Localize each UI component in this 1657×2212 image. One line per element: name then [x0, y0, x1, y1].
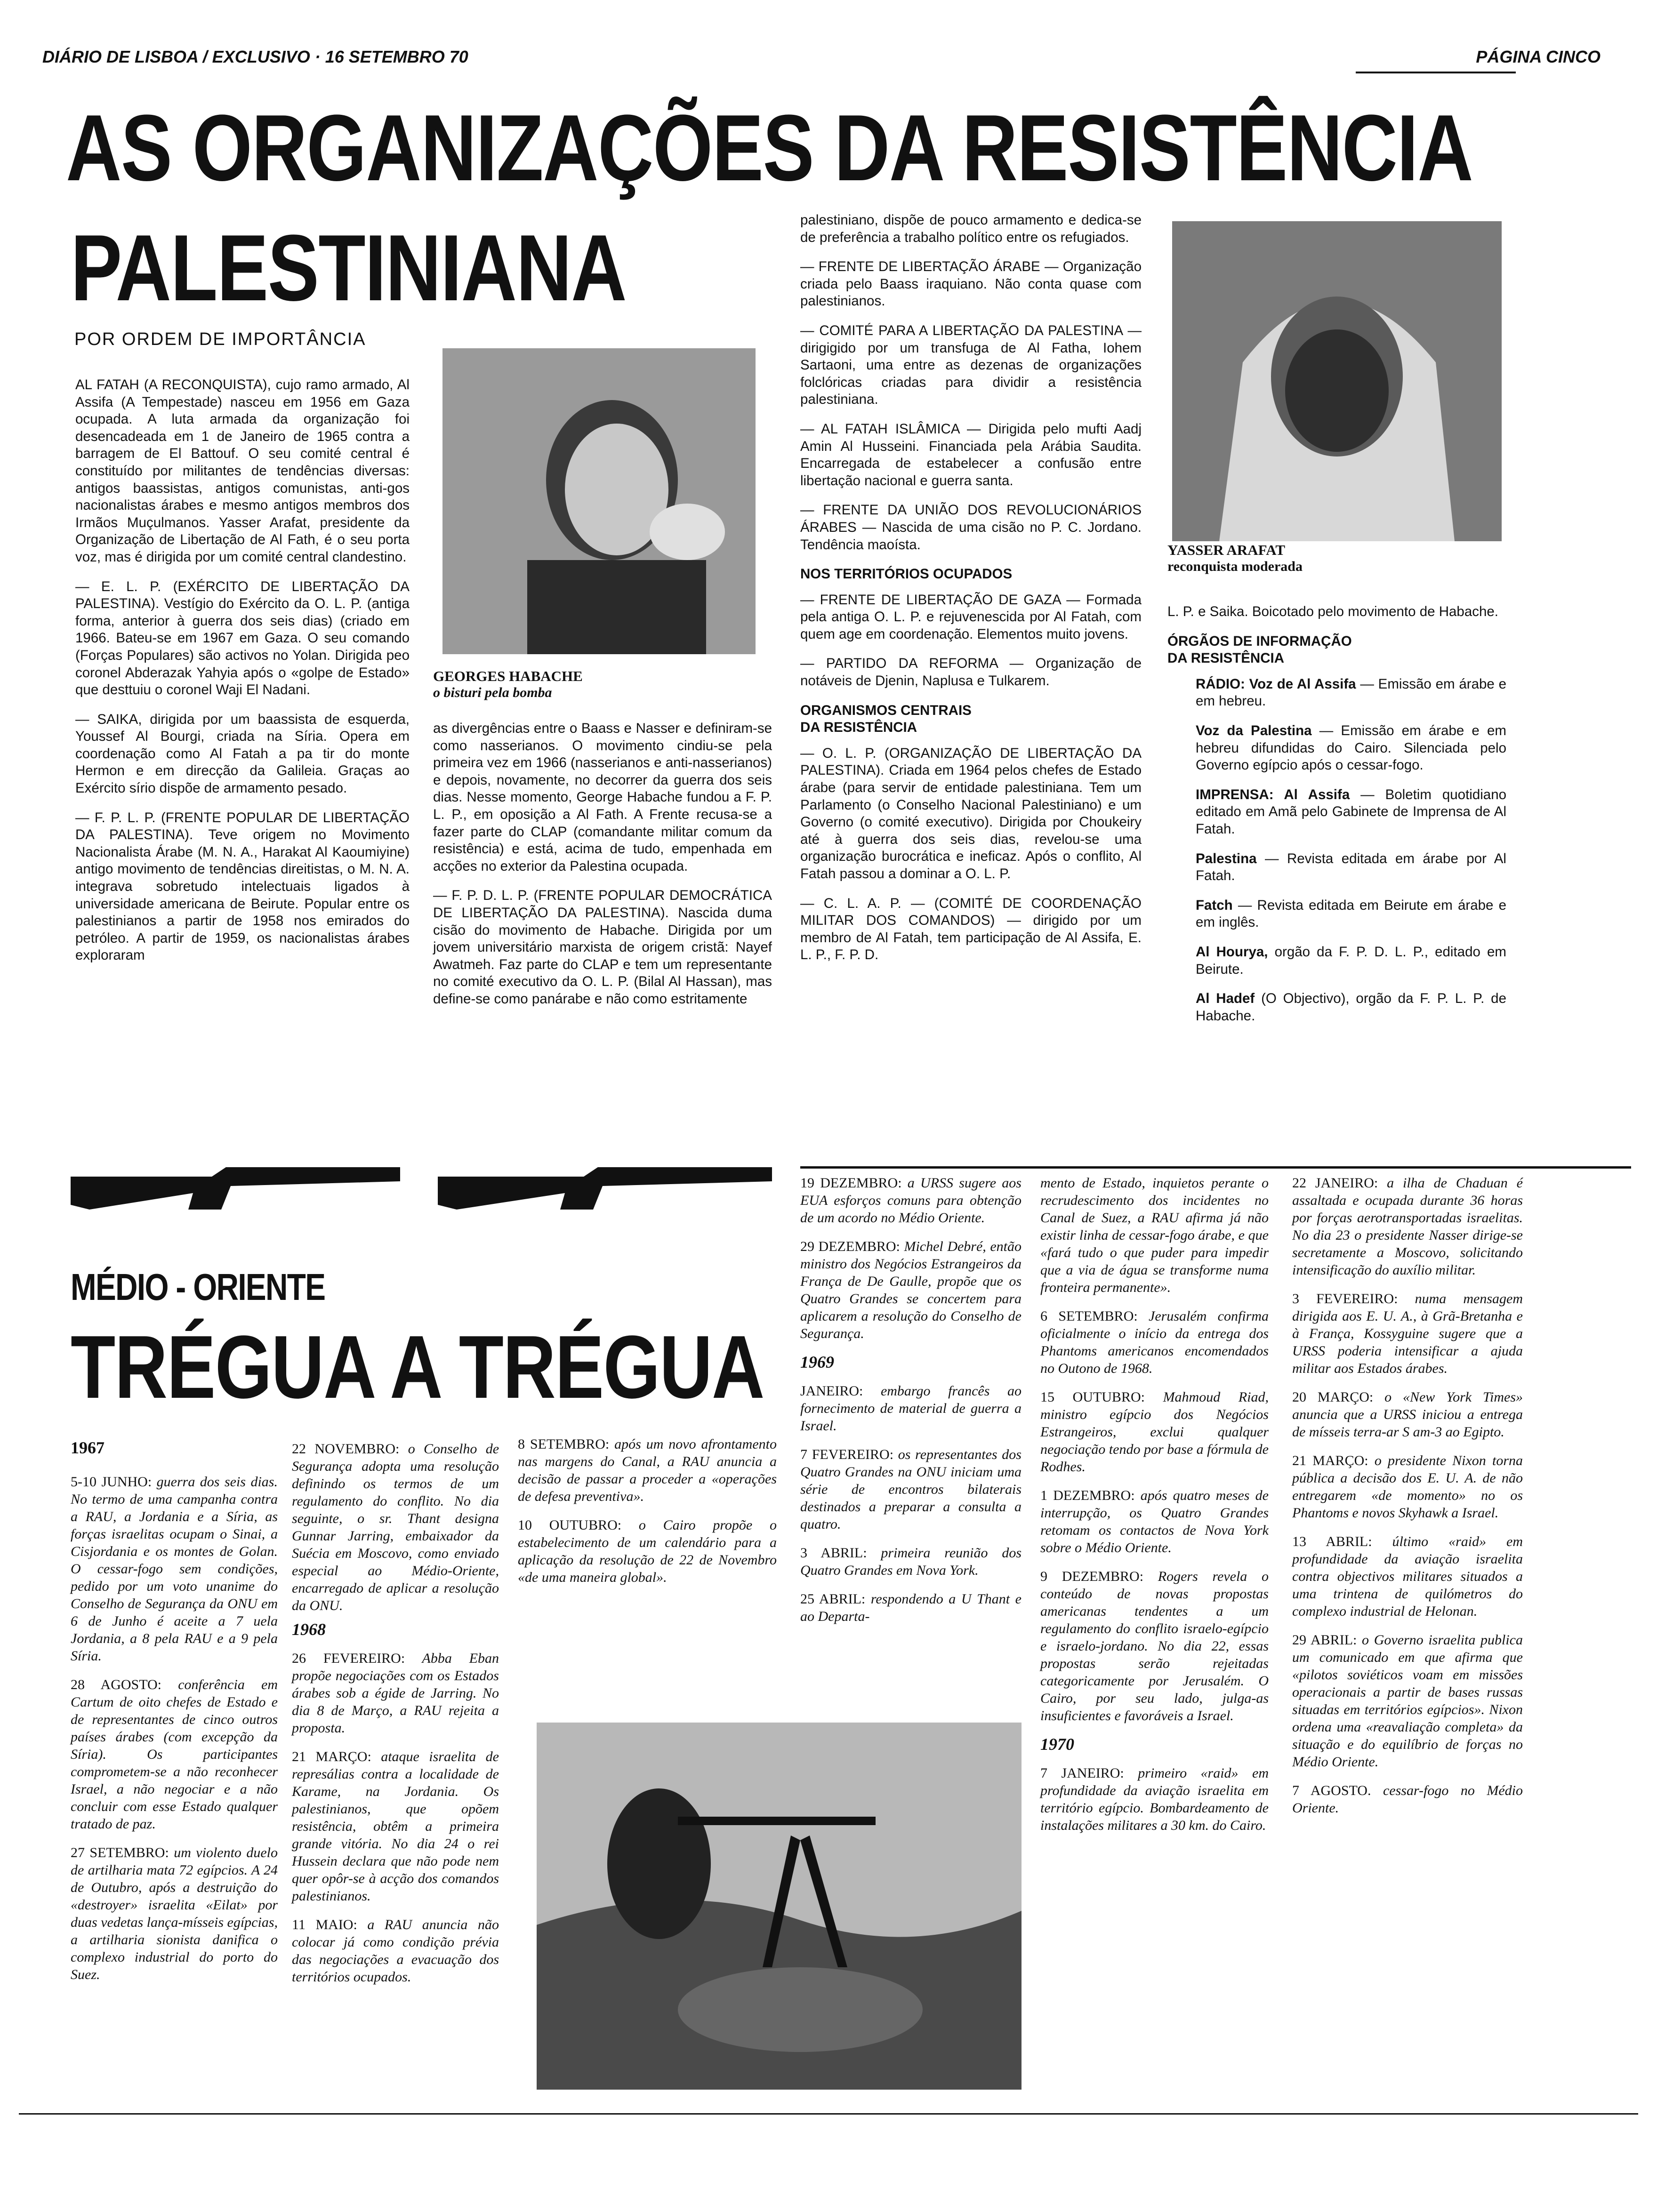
entry: [1196, 676, 1506, 710]
entry-text: após um novo afrontamento nas margens do Canal, a RAU anuncia a decisão de passar a proceder a «operações de defesa preventiva».: [518, 1436, 777, 1504]
year-1970: 1970: [1040, 1735, 1074, 1754]
entry-label: 29 DEZEMBRO:: [800, 1239, 900, 1254]
entry-label: 11 MAIO:: [292, 1917, 357, 1932]
paragraph: — E. L. P. (EXÉRCITO DE LIBERTAÇÃO DA PALESTINA). Vestígio do Exército da O. L. P. (antiga forma, anterior à guerra dos seis dias) (criado em 1966. Bateu-se em 1967 em Gaza. O seu comando (Forças Populares) são activos no Yolan. Dirigida peo coronel Abderazak Yahyia após o «golpe de Estado» que desttuiu o coronel Waji El Nadani.: [75, 578, 410, 698]
entry: [71, 1844, 278, 1983]
entry: [71, 1676, 278, 1833]
entry: [292, 1650, 499, 1737]
entry: [1040, 1174, 1269, 1296]
entry-label: 29 ABRIL:: [1292, 1632, 1357, 1648]
article-column-1: [75, 377, 410, 977]
entry-label: 10 OUTUBRO:: [518, 1517, 622, 1533]
entry-label: JANEIRO:: [800, 1383, 863, 1399]
entry: [518, 1435, 777, 1505]
entry-text: ataque israelita de represálias contra a localidade de Karame, na Jordania. Os palestinianos, que opõem resistência, obtêm a primeira grande vitória. No dia 24 o rei Hussein declara que não pode nem quer opôr-se à acção dos comandos palestinianos.: [292, 1749, 499, 1904]
section-organismos-centrais: ORGANISMOS CENTRAIS DA RESISTÊNCIA: [800, 702, 972, 736]
entry-label: Al Hadef: [1196, 991, 1255, 1007]
paragraph: as divergências entre o Baass e Nasser e definiram-se como nasserianos. O movimento cindiu-se pela primeira vez em 1966 (nasserianos e anti-nasserianos) e depois, novamente, no decorrer da guerra dos seis dias. Nesse momento, George Habache fundou a F. P. L. P., em oposição a Al Fath. A Frente recusa-se a fazer parte do CLAP (comandante militar comum da resistência) e está, acima de tudo, empenhada em acções no exterior da Palestina ocupada.: [433, 721, 772, 874]
caption-arafat-sub: reconquista moderada: [1167, 559, 1303, 574]
entry: [1196, 944, 1506, 978]
entry-text: numa mensagem dirigida aos E. U. A., à Grã-Bretanha e à França, Kossyguine sugere que a URSS poderia intensificar a ajuda militar aos Estados árabes.: [1292, 1291, 1523, 1376]
entry-text: conferência em Cartum de oito chefes de Estado e de representantes de cinco outros países árabes (com excepção da Síria). Os participantes comprometem-se a não reconhecer Israel, a não negociar e a não concluir com esse Estado qualquer tratado de paz.: [71, 1677, 278, 1832]
paragraph: — SAIKA, dirigida por um baassista de esquerda, Youssef Al Bourgi, criada na Síria. Opera em coordenação como Al Fatah a pa tir do monte Hermon e em direcção da Galileia. Graças ao Exército sírio dispõe de armamento pesado.: [75, 711, 410, 796]
entry: [292, 1916, 499, 1986]
caption-habache-name: GEORGES HABACHE: [433, 668, 583, 684]
article-column-2: [433, 720, 772, 1020]
entry-text: os representantes dos Quatro Grandes na ONU iniciam uma série de encontros bilaterais destinados a preparar a consulta a quatro.: [800, 1447, 1022, 1532]
entry: [800, 1446, 1022, 1533]
entry-text: o Cairo propõe o estabelecimento de um calendário para a aplicação da resolução de 22 de Novembro «de uma maneira global».: [518, 1517, 777, 1585]
paragraph: — O. L. P. (ORGANIZAÇÃO DE LIBERTAÇÃO DA PALESTINA). Criada em 1964 pelos chefes de Estado árabe (para servir de entidade palestiniana. Tem um Parlamento (o Conselho Nacional Palestiniano) e um Governo (o comité executivo). Dirigida por Choukeiry até à guerra dos seis dias, revelou-se uma organização burocrática e ineficaz. Após o conflito, Al Fatah passou a dominar a O. L. P.: [800, 745, 1142, 882]
paragraph: — FRENTE DE LIBERTAÇÃO ÁRABE — Organização criada pelo Baass iraquiano. Não conta quase com palestinianos.: [800, 259, 1142, 309]
photo-soldier-machine-gun: [537, 1723, 1022, 2090]
entry-label: RÁDIO: Voz de Al Assifa: [1196, 676, 1356, 692]
entry: [1292, 1388, 1523, 1441]
entry-text: primeira reunião dos Quatro Grandes em Nova York.: [800, 1545, 1022, 1578]
article-column-3: [800, 212, 1142, 976]
entry-text: o presidente Nixon torna pública a decisão dos E. U. A. de não entregarem «de momento» no os Phantoms e novos Skyhawk a Israel.: [1292, 1453, 1523, 1521]
entry-text: Michel Debré, então ministro dos Negócios Estrangeiros da França de De Gaulle, propõe que os Quatro Grandes se concertem para aplicarem a resolução do Conselho de Segurança.: [800, 1239, 1022, 1341]
entry-label: 25 ABRIL:: [800, 1591, 866, 1607]
entry-label: 3 FEVEREIRO:: [1292, 1291, 1398, 1306]
paragraph: — C. L. A. P. — (COMITÉ DE COORDENAÇÃO MILITAR DOS COMANDOS) — dirigido por um membro de Al Fatah, tem participação de Al Assifa, E. L. P., F. P. D.: [800, 895, 1142, 963]
entry: [1196, 990, 1506, 1025]
entry-text: a ilha de Chaduan é assaltada e ocupada durante 36 horas por forças aerotransportadas israelitas. No dia 23 o presidente Nasser dirige-se secretamente a Moscovo, solicitando intensificação do auxílio militar.: [1292, 1175, 1523, 1278]
entry-text: Rogers revela o conteúdo de novas propostas americanas tendentes a um regulamento do conflito israelo-egípcio e israelo-jordano. No dia 22, essas propostas serão rejeitadas categoricamente por Jerusalém. O Cairo, por seu lado, julga-as insuficientes e favoráveis a Israel.: [1040, 1569, 1269, 1723]
entry-text: embargo francês ao fornecimento de material de guerra a Israel.: [800, 1383, 1022, 1434]
entry: [800, 1544, 1022, 1579]
entry: [1040, 1388, 1269, 1475]
bottom-rule: [19, 2113, 1638, 2115]
headline-tregua: TRÉGUA A TRÉGUA: [71, 1317, 764, 1417]
timeline-column-4: [800, 1174, 1022, 1636]
entry-label: 28 AGOSTO:: [71, 1677, 162, 1692]
entry: [1292, 1782, 1523, 1817]
entry: [1196, 786, 1506, 838]
entry: [1040, 1568, 1269, 1724]
entry: [800, 1590, 1022, 1625]
year-1969: 1969: [800, 1353, 834, 1371]
caption-arafat-name: YASSER ARAFAT: [1167, 542, 1286, 558]
year-1967: 1967: [71, 1438, 105, 1457]
timeline-column-5: [1040, 1174, 1269, 1845]
headline-line1: AS ORGANIZAÇÕES DA RESISTÊNCIA: [66, 96, 1473, 200]
entry: [1292, 1174, 1523, 1279]
page-number: PÁGINA CINCO: [1476, 47, 1601, 66]
caption-habache: [433, 668, 763, 701]
entry-text: — Emissão em árabe e em hebreu.: [1196, 676, 1507, 709]
entry: [1196, 850, 1506, 885]
paragraph: — F. P. D. L. P. (FRENTE POPULAR DEMOCRÁTICA DE LIBERTAÇÃO DA PALESTINA). Nascida duma cisão do movimento de Habache. Dirigida por um jovem universitário marxista de origem cristã: Nayef Awatmeh. Faz parte do CLAP e tem um representante no comité executivo da O. L. P. (Bilal Al Hassan), mas define-se como panárabe e não como estritamente: [433, 888, 772, 1007]
timeline-column-2: [292, 1440, 499, 1997]
entry-text: primeiro «raid» em profundidade da aviação israelita em território egípcio. Bombardeamento de instalações militares a 30 km. do Cairo.: [1040, 1765, 1269, 1833]
entry: [800, 1174, 1022, 1226]
entry-text: último «raid» em profundidade da aviação israelita contra objectivos militares situados a uma trintena de quilómetros do complexo industrial de Helonan.: [1292, 1534, 1523, 1619]
photo-georges-habache: [442, 348, 756, 654]
paragraph: L. P. e Saika. Boicotado pelo movimento de Habache.: [1167, 604, 1498, 619]
paragraph: — PARTIDO DA REFORMA — Organização de notáveis de Djenin, Naplusa e Tulkarem.: [800, 656, 1142, 689]
caption-habache-sub: o bisturi pela bomba: [433, 685, 552, 700]
entry: [1292, 1631, 1523, 1771]
masthead: DIÁRIO DE LISBOA / EXCLUSIVO · 16 SETEMBRO 70: [42, 47, 468, 66]
entry-label: 13 ABRIL:: [1292, 1534, 1372, 1549]
header-rule: [1356, 72, 1516, 73]
entry-label: 3 ABRIL:: [800, 1545, 867, 1561]
entry-text: — Revista editada em Beirute em árabe e em inglês.: [1196, 897, 1506, 930]
year-1968: 1968: [292, 1620, 326, 1639]
entry-label: 7 FEVEREIRO:: [800, 1447, 894, 1462]
entry-label: IMPRENSA: Al Assifa: [1196, 786, 1350, 802]
entry-text: Jerusalém confirma oficialmente o início da entrega dos Phantoms americanos encomendados no Outono de 1968.: [1040, 1308, 1269, 1376]
entry-text: mento de Estado, inquietos perante o recrudescimento dos incidentes no Canal de Suez, a RAU afirma já não existir linha de cessar-fogo árabe, e que «fará tudo o que puder para impedir que a via de água se transforme numa fronteira permanente».: [1040, 1175, 1269, 1295]
timeline-column-3: [518, 1435, 777, 1597]
entry-text: o Governo israelita publica um comunicado em que afirma que «pilotos soviéticos voam em missões operacionais a partir de bases russas situadas em territórios egípcios». Nixon ordena uma «reavaliação completa» da situação e do equilíbrio de forças no Médio Oriente.: [1292, 1632, 1523, 1770]
entry-text: após quatro meses de interrupção, os Quatro Grandes retomam os contactos de Nova York sobre o Médio Oriente.: [1040, 1488, 1269, 1555]
entry: [800, 1238, 1022, 1342]
entry-label: Al Hourya,: [1196, 944, 1268, 960]
entry-label: 8 SETEMBRO:: [518, 1436, 610, 1452]
section-divider: [800, 1166, 1631, 1169]
entry: [1040, 1307, 1269, 1377]
entry: [800, 1382, 1022, 1435]
entry-text: — Emissão em árabe e em hebreu difundidas do Cairo. Silenciada pelo Governo egípcio após o cessar-fogo.: [1196, 722, 1506, 773]
paragraph: — F. P. L. P. (FRENTE POPULAR DE LIBERTAÇÃO DA PALESTINA). Teve origem no Movimento Nacionalista Árabe (M. N. A., Harakat Al Kaoumiyine) antigo movimento de tendências direitistas, o M. N. A. integrava sobretudo intelectuais ligados à universidade americana de Beirute. Popular entre os palestinianos a partir de 1958 nos emirados do petróleo. A partir de 1959, os nacionalistas árabes exploraram: [75, 809, 410, 963]
entry-label: Palestina: [1196, 850, 1257, 866]
paragraph: — FRENTE DE LIBERTAÇÃO DE GAZA — Formada pela antiga O. L. P. e rejuvenescida por Al Fatah, com quem age em coordenação. Elementos muito jovens.: [800, 592, 1142, 642]
entry: [518, 1516, 777, 1586]
entry: [1196, 722, 1506, 774]
entry: [1196, 897, 1506, 931]
entry: [1292, 1452, 1523, 1522]
entry-text: cessar-fogo no Médio Oriente.: [1292, 1783, 1523, 1816]
entry-text: o Conselho de Segurança adopta uma resolução definindo os termos de um regulamento do conflito. No dia seguinte, o sr. Thant designa Gunnar Jarring, embaixador da Suécia em Moscovo, como enviado especial ao Médio-Oriente, encarregado de aplicar a resolução da ONU.: [292, 1441, 499, 1613]
entry-text: orgão da F. P. D. L. P., editado em Beirute.: [1196, 944, 1506, 977]
entry-text: respondendo a U Thant e ao Departa-: [800, 1591, 1022, 1624]
paragraph: AL FATAH (A RECONQUISTA), cujo ramo armado, Al Assifa (A Tempestade) nasceu em 1956 em Gaza ocupada. A luta armada da organização foi desencadeada em 1 de Janeiro de 1965 contra a barragem de El Battouf. O seu comité central é constituído por militantes de tendências diversas: antigos baassistas, antigos comunistas, anti-gos nacionalistas árabes e mesmo antigos membros dos Irmãos Muçulmanos. Yasser Arafat, presidente da Organização de Libertação de Al Fath, é o seu porta voz, mas é dirigida por um comité central clandestino.: [75, 377, 410, 565]
entry: [292, 1440, 499, 1614]
entry-label: 7 JANEIRO:: [1040, 1765, 1124, 1781]
paragraph: — FRENTE DA UNIÃO DOS REVOLUCIONÁRIOS ÁRABES — Nascida de uma cisão no P. C. Jordano. Tendência maoísta.: [800, 502, 1142, 553]
entry: [1040, 1764, 1269, 1834]
entry-text: a URSS sugere aos EUA esforços comuns para obtenção de um acordo no Médio Oriente.: [800, 1175, 1022, 1226]
entry-text: um violento duelo de artilharia mata 72 egípcios. A 24 de Outubro, após a destruição do «destroyer» israelita «Eilat» por duas vedetas lança-mísseis egípcias, a artilharia sionista danifica o complexo industrial do porto do Suez.: [71, 1845, 278, 1982]
timeline-column-6: [1292, 1174, 1523, 1828]
page-header: [42, 47, 1615, 66]
entry-label: 22 JANEIRO:: [1292, 1175, 1378, 1191]
photo-yasser-arafat: [1172, 221, 1502, 541]
entry-label: 22 NOVEMBRO:: [292, 1441, 400, 1457]
caption-arafat: [1167, 542, 1497, 575]
entry: [71, 1473, 278, 1665]
section-orgaos-informacao: ÓRGÃOS DE INFORMAÇÃO DA RESISTÊNCIA: [1167, 633, 1352, 666]
entry-text: a RAU anuncia não colocar já como condição prévia das negociações a evacuação dos territórios ocupados.: [292, 1917, 499, 1985]
subheadline: POR ORDEM DE IMPORTÂNCIA: [74, 329, 366, 349]
rifle-icon: [71, 1148, 800, 1233]
entry-label: 6 SETEMBRO:: [1040, 1308, 1138, 1324]
entry-label: 21 MARÇO:: [1292, 1453, 1368, 1468]
entry-label: 7 AGOSTO.: [1292, 1783, 1371, 1798]
entry: [1292, 1533, 1523, 1620]
entry-label: 15 OUTUBRO:: [1040, 1389, 1145, 1405]
entry: [1040, 1487, 1269, 1556]
entry-text: Mahmoud Riad, ministro egípcio dos Negócios Estrangeiros, exclui qualquer negociação tendo por base a fórmula de Rodhes.: [1040, 1389, 1269, 1475]
entry-label: 1 DEZEMBRO:: [1040, 1488, 1135, 1503]
timeline-column-1: [71, 1473, 278, 1995]
paragraph: — COMITÉ PARA A LIBERTAÇÃO DA PALESTINA — dirigigido por um transfuga de Al Fatha, Iohem Sartaoni, uma entre as dezenas de organizações folclóricas criadas para dividir a resistência palestiniana.: [800, 322, 1142, 408]
entry-text: — Boletim quotidiano editado em Amã pelo Gabinete de Imprensa de Al Fatah.: [1196, 786, 1507, 837]
entry: [1292, 1290, 1523, 1377]
entry-label: 27 SETEMBRO:: [71, 1845, 169, 1860]
paragraph: — AL FATAH ISLÂMICA — Dirigida pelo mufti Aadj Amin Al Husseini. Financiada pela Arábia Saudita. Encarregada de estabelecer a confusão entre libertação nacional e guerra santa.: [800, 421, 1142, 489]
article-column-4: [1167, 603, 1506, 1037]
entry-label: 20 MARÇO:: [1292, 1389, 1374, 1405]
section-territorios-ocupados: NOS TERRITÓRIOS OCUPADOS: [800, 566, 1013, 582]
entry-label: 26 FEVEREIRO:: [292, 1651, 405, 1666]
entry-label: 21 MARÇO:: [292, 1749, 371, 1764]
headline-line2: PALESTINIANA: [71, 216, 626, 321]
entry-label: 19 DEZEMBRO:: [800, 1175, 902, 1191]
entry-label: 5-10 JUNHO:: [71, 1474, 152, 1490]
entry-text: guerra dos seis dias. No termo de uma campanha contra a RAU, a Jordania e a Síria, as forças israelitas ocupam o Sinai, a Cisjordania e os montes de Golan. O cessar-fogo sem condições, pedido por um voto unanime do Conselho de Segurança da ONU em 6 de Junho é aceite a 7 uela Jordania, a 8 pela RAU e a 9 pela Síria.: [71, 1474, 278, 1664]
entry-label: Voz da Palestina: [1196, 722, 1312, 738]
entry-label: 9 DEZEMBRO:: [1040, 1569, 1144, 1584]
entry-text: o «New York Times» anuncia que a URSS iniciou a entrega de mísseis terra-ar S am-3 ao Egipto.: [1292, 1389, 1523, 1440]
entry-text: — Revista editada em árabe por Al Fatah.: [1196, 850, 1506, 884]
entry: [292, 1748, 499, 1905]
kicker-medio-oriente: MÉDIO - ORIENTE: [71, 1266, 325, 1308]
entry-label: Fatch: [1196, 897, 1233, 913]
entry-text: (O Objectivo), orgão da F. P. L. P. de Habache.: [1196, 991, 1506, 1024]
entry-text: Abba Eban propõe negociações com os Estados árabes sob a égide de Jarring. No dia 8 de Março, a RAU rejeita a proposta.: [292, 1651, 499, 1736]
paragraph: palestiniano, dispõe de pouco armamento e dedica-se de preferência a trabalho político entre os refugiados.: [800, 212, 1142, 245]
